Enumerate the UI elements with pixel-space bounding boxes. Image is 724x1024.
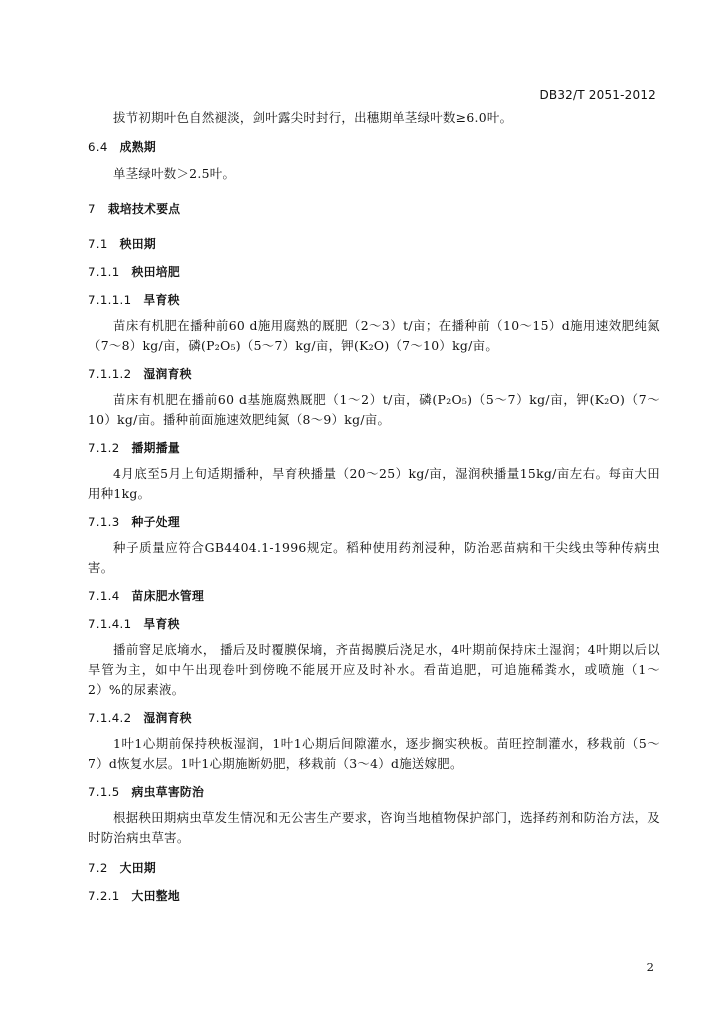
document-body [88,108,660,906]
section-number: 7.1.1.2 [88,367,132,381]
paragraph: 苗床有机肥在播种前60 d施用腐熟的厩肥（2～3）t/亩；在播种前（10～15）d施用速效肥纯氮（7～8）kg/亩，磷(P₂O₅)（5～7）kg/亩，钾(K₂O)（7～10）kg/亩。 [88,318,660,353]
section-number: 7.1.5 [88,785,120,799]
section-title: 湿润育秧 [143,711,192,725]
section-number: 7 [88,202,96,216]
section-title: 湿润育秧 [143,367,192,381]
section-heading [88,199,660,219]
section-title: 成熟期 [119,140,156,154]
section-title: 大田期 [119,861,156,875]
section-number: 7.1.4 [88,589,120,603]
section-heading [88,782,660,802]
section-number: 7.1 [88,237,108,251]
section-heading [88,364,660,384]
section-number: 7.1.1.1 [88,293,132,307]
section-title: 病虫草害防治 [131,785,205,799]
section-heading [88,290,660,310]
paragraph: 苗床有机肥在播前60 d基施腐熟厩肥（1～2）t/亩，磷(P₂O₅)（5～7）kg/亩，钾(K₂O)（7～10）kg/亩。播种前面施速效肥纯氮（8～9）kg/亩。 [88,392,660,427]
paragraph: 根据秧田期病虫草发生情况和无公害生产要求，咨询当地植物保护部门，选择药剂和防治方法，及时防治病虫草害。 [88,810,660,845]
section-title: 旱育秧 [143,293,180,307]
section-number: 7.1.4.2 [88,711,132,725]
section-title: 苗床肥水管理 [131,589,205,603]
paragraph: 拔节初期叶色自然褪淡，剑叶露尖时封行，出穗期单茎绿叶数≥6.0叶。 [113,110,513,125]
paragraph: 1叶1心期前保持秧板湿润，1叶1心期后间隙灌水，逐步搁实秧板。苗旺控制灌水，移栽前（5～7）d恢复水层。1叶1心期施断奶肥，移栽前（3～4）d施送嫁肥。 [88,736,660,771]
section-title: 栽培技术要点 [107,202,181,216]
section-title: 秧田期 [119,237,156,251]
section-heading [88,512,660,532]
section-heading [88,708,660,728]
page-number: 2 [646,960,654,974]
section-heading [88,438,660,458]
paragraph: 种子质量应符合GB4404.1-1996规定。稻种使用药剂浸种，防治恶苗病和干尖线虫等种传病虫害。 [88,540,660,575]
standard-code: DB32/T 2051-2012 [539,88,656,102]
section-number: 7.2 [88,861,108,875]
section-number: 7.1.2 [88,441,120,455]
paragraph: 4月底至5月上旬适期播种，旱育秧播量（20～25）kg/亩，湿润秧播量15kg/亩左右。每亩大田用种1kg。 [88,466,660,501]
section-number: 7.1.1 [88,265,120,279]
section-heading [88,586,660,606]
section-number: 7.1.3 [88,515,120,529]
section-number: 6.4 [88,140,108,154]
section-title: 秧田培肥 [131,265,180,279]
section-heading [88,614,660,634]
section-heading [88,137,660,157]
section-title: 播期播量 [131,441,180,455]
paragraph: 播前窨足底墒水， 播后及时覆膜保墒，齐苗揭膜后浇足水，4叶期前保持床土湿润；4叶期以后以旱管为主，如中午出现卷叶到傍晚不能展开应及时补水。看苗追肥，可追施稀粪水，或喷施（1～2）%的尿素液。 [88,642,660,697]
section-title: 大田整地 [131,889,180,903]
section-number: 7.1.4.1 [88,617,132,631]
section-number: 7.2.1 [88,889,120,903]
section-title: 旱育秧 [143,617,180,631]
section-heading [88,858,660,878]
section-heading [88,886,660,906]
section-heading [88,262,660,282]
section-heading [88,234,660,254]
paragraph: 单茎绿叶数＞2.5叶。 [113,166,236,181]
section-title: 种子处理 [131,515,180,529]
